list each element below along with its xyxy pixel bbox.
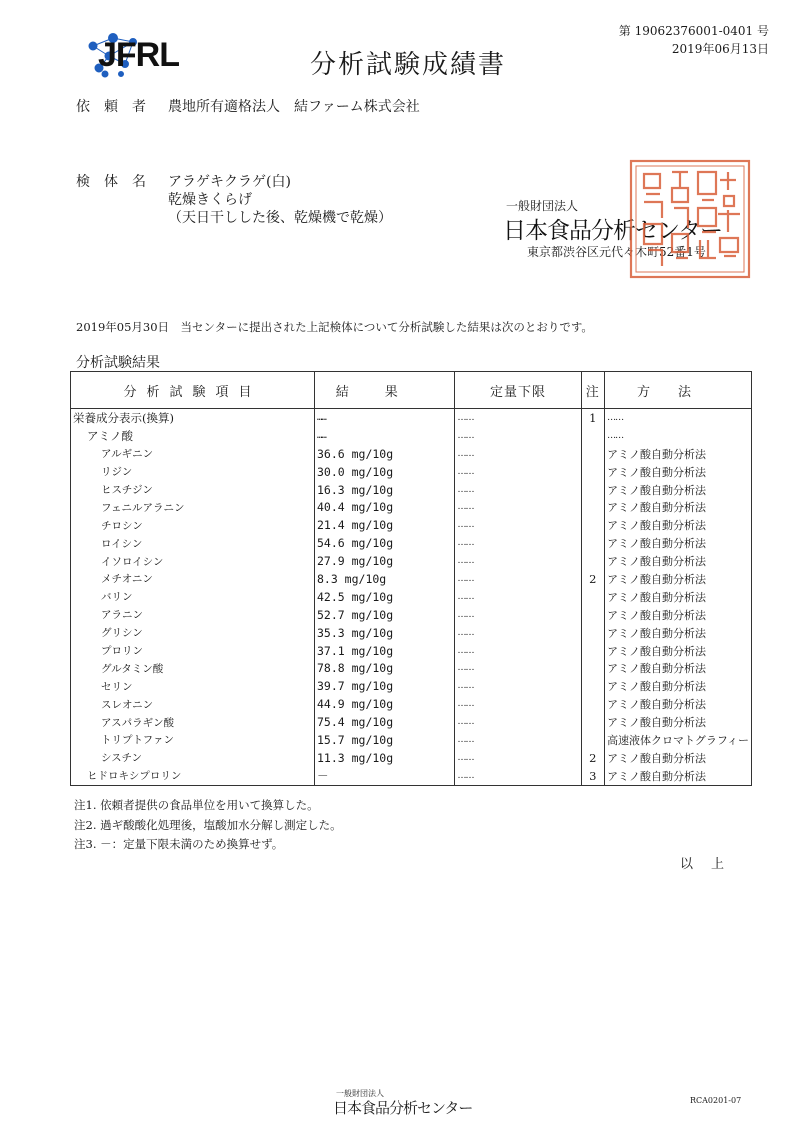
cell-method: アミノ酸自動分析法 (605, 713, 752, 731)
cell-item: アラニン (71, 606, 315, 624)
table-row (71, 409, 752, 427)
cell-limit: …… (455, 481, 581, 499)
cell-limit: …… (455, 445, 581, 463)
logo-text: JFRL (98, 36, 179, 74)
cell-result: 8.3 mg/10g (314, 570, 454, 588)
table-row (71, 695, 752, 713)
cell-limit: …… (455, 552, 581, 570)
cell-method: アミノ酸自動分析法 (605, 606, 752, 624)
cell-limit: …… (455, 767, 581, 785)
cell-method: アミノ酸自動分析法 (605, 624, 752, 642)
cell-limit: …… (455, 427, 581, 445)
table-row (71, 731, 752, 749)
sample-name-line: アラゲキクラゲ(白) (168, 174, 291, 190)
cell-note (581, 516, 605, 534)
cell-limit: …… (455, 695, 581, 713)
cell-item: グルタミン酸 (71, 659, 315, 677)
cell-result: 37.1 mg/10g (314, 642, 454, 660)
cell-item: セリン (71, 677, 315, 695)
cell-item: 栄養成分表示(換算) (71, 409, 315, 427)
document-number: 第 19062376001-0401 号 (618, 24, 769, 38)
cell-method: 高速液体クロマトグラフィー (605, 731, 752, 749)
table-row (71, 606, 752, 624)
cell-limit: …… (455, 534, 581, 552)
cell-method: …… (605, 427, 752, 445)
cell-method: …… (605, 409, 752, 427)
table-row (71, 481, 752, 499)
cell-limit: …… (455, 659, 581, 677)
cell-result: 21.4 mg/10g (314, 516, 454, 534)
table-row (71, 534, 752, 552)
cell-item: スレオニン (71, 695, 315, 713)
cell-result: 44.9 mg/10g (314, 695, 454, 713)
cell-note (581, 427, 605, 445)
cell-note: 1 (581, 409, 605, 427)
cell-item: フェニルアラニン (71, 498, 315, 516)
cell-method: アミノ酸自動分析法 (605, 659, 752, 677)
footnote: 注3. －：定量下限未満のため換算せず。 (74, 837, 284, 851)
cell-result: － (314, 767, 454, 785)
cell-method: アミノ酸自動分析法 (605, 642, 752, 660)
table-row (71, 552, 752, 570)
cell-method: アミノ酸自動分析法 (605, 588, 752, 606)
cell-result: 78.8 mg/10g (314, 659, 454, 677)
cell-method: アミノ酸自動分析法 (605, 570, 752, 588)
cell-result: 11.3 mg/10g (314, 749, 454, 767)
table-row (71, 427, 752, 445)
cell-result: 39.7 mg/10g (314, 677, 454, 695)
cell-limit: …… (455, 677, 581, 695)
cell-item: アスパラギン酸 (71, 713, 315, 731)
cell-note (581, 463, 605, 481)
cell-note: 2 (581, 570, 605, 588)
table-row (71, 642, 752, 660)
cell-method: アミノ酸自動分析法 (605, 481, 752, 499)
cell-limit: …… (455, 498, 581, 516)
section-title: 分析試験結果 (76, 355, 160, 371)
client-name: 農地所有適格法人 結ファーム株式会社 (168, 99, 420, 115)
cell-note (581, 659, 605, 677)
table-row (71, 767, 752, 785)
client-label: 依頼者 (76, 99, 160, 115)
cell-note (581, 642, 605, 660)
cell-result: 16.3 mg/10g (314, 481, 454, 499)
cell-note: 2 (581, 749, 605, 767)
cell-item: アルギニン (71, 445, 315, 463)
cell-item: バリン (71, 588, 315, 606)
issue-date: 2019年06月13日 (671, 42, 769, 56)
cell-note (581, 534, 605, 552)
table-row (71, 713, 752, 731)
cell-limit: …… (455, 713, 581, 731)
cell-result: 52.7 mg/10g (314, 606, 454, 624)
cell-method: アミノ酸自動分析法 (605, 677, 752, 695)
results-table (70, 371, 752, 786)
cell-item: トリプトファン (71, 731, 315, 749)
cell-result: 36.6 mg/10g (314, 445, 454, 463)
cell-note: 3 (581, 767, 605, 785)
cell-method: アミノ酸自動分析法 (605, 552, 752, 570)
cell-note (581, 713, 605, 731)
column-header-method: 方法 (605, 372, 752, 409)
cell-result: …… (314, 409, 454, 427)
footnote: 注1. 依頼者提供の食品単位を用いて換算した。 (74, 798, 319, 812)
footer-org-name: 日本食品分析センター (333, 1099, 473, 1117)
cell-result: 35.3 mg/10g (314, 624, 454, 642)
cell-limit: …… (455, 570, 581, 588)
cell-limit: …… (455, 624, 581, 642)
cell-limit: …… (455, 588, 581, 606)
cell-method: アミノ酸自動分析法 (605, 463, 752, 481)
cell-item: アミノ酸 (71, 427, 315, 445)
table-row (71, 498, 752, 516)
cell-note (581, 588, 605, 606)
sample-name-line: （天日干しした後、乾燥機で乾燥） (168, 210, 392, 226)
cell-method: アミノ酸自動分析法 (605, 749, 752, 767)
table-row (71, 624, 752, 642)
cell-note (581, 498, 605, 516)
issuer-name: 日本食品分析センター (503, 218, 723, 244)
cell-result: 40.4 mg/10g (314, 498, 454, 516)
cell-item: イソロイシン (71, 552, 315, 570)
table-row (71, 570, 752, 588)
table-row (71, 677, 752, 695)
cell-result: 54.6 mg/10g (314, 534, 454, 552)
cell-item: シスチン (71, 749, 315, 767)
cell-limit: …… (455, 642, 581, 660)
column-header-result: 結果 (314, 372, 454, 409)
cell-limit: …… (455, 731, 581, 749)
cell-method: アミノ酸自動分析法 (605, 516, 752, 534)
sample-name-line: 乾燥きくらげ (168, 192, 252, 208)
table-row (71, 749, 752, 767)
footnote: 注2. 過ギ酸酸化処理後，塩酸加水分解し測定した。 (74, 818, 342, 832)
cell-note (581, 606, 605, 624)
cell-item: ヒスチジン (71, 481, 315, 499)
table-row (71, 445, 752, 463)
column-header-note: 注 (581, 372, 605, 409)
closing-mark: 以上 (680, 857, 743, 872)
cell-note (581, 445, 605, 463)
cell-note (581, 677, 605, 695)
cell-item: リジン (71, 463, 315, 481)
cell-limit: …… (455, 606, 581, 624)
cell-note (581, 731, 605, 749)
cell-method: アミノ酸自動分析法 (605, 767, 752, 785)
cell-limit: …… (455, 749, 581, 767)
table-row (71, 659, 752, 677)
cell-result: …… (314, 427, 454, 445)
cell-method: アミノ酸自動分析法 (605, 498, 752, 516)
column-header-item: 分析試験項目 (71, 372, 315, 409)
cell-item: グリシン (71, 624, 315, 642)
table-row (71, 588, 752, 606)
cell-result: 75.4 mg/10g (314, 713, 454, 731)
cell-method: アミノ酸自動分析法 (605, 695, 752, 713)
footer-org-type: 一般財団法人 (336, 1089, 384, 1098)
intro-statement: 2019年05月30日 当センターに提出された上記検体について分析試験した結果は次のとおりです。 (76, 320, 593, 334)
cell-note (581, 624, 605, 642)
issuer-address: 東京都渋谷区元代々木町52番1号 (527, 245, 706, 259)
form-code: RCA0201-07 (690, 1096, 742, 1105)
cell-result: 15.7 mg/10g (314, 731, 454, 749)
cell-limit: …… (455, 409, 581, 427)
cell-note (581, 481, 605, 499)
issuer-org-type: 一般財団法人 (506, 199, 579, 213)
cell-result: 30.0 mg/10g (314, 463, 454, 481)
table-row (71, 463, 752, 481)
sample-label: 検体名 (76, 174, 160, 190)
cell-limit: …… (455, 516, 581, 534)
cell-item: ロイシン (71, 534, 315, 552)
official-seal-stamp (628, 158, 752, 280)
cell-method: アミノ酸自動分析法 (605, 534, 752, 552)
column-header-limit: 定量下限 (455, 372, 581, 409)
cell-item: プロリン (71, 642, 315, 660)
cell-result: 27.9 mg/10g (314, 552, 454, 570)
cell-item: ヒドロキシプロリン (71, 767, 315, 785)
cell-item: メチオニン (71, 570, 315, 588)
cell-method: アミノ酸自動分析法 (605, 445, 752, 463)
cell-note (581, 552, 605, 570)
cell-item: チロシン (71, 516, 315, 534)
cell-result: 42.5 mg/10g (314, 588, 454, 606)
table-header-row (71, 372, 752, 409)
cell-note (581, 695, 605, 713)
cell-limit: …… (455, 463, 581, 481)
table-row (71, 516, 752, 534)
document-title: 分析試験成績書 (310, 50, 507, 80)
